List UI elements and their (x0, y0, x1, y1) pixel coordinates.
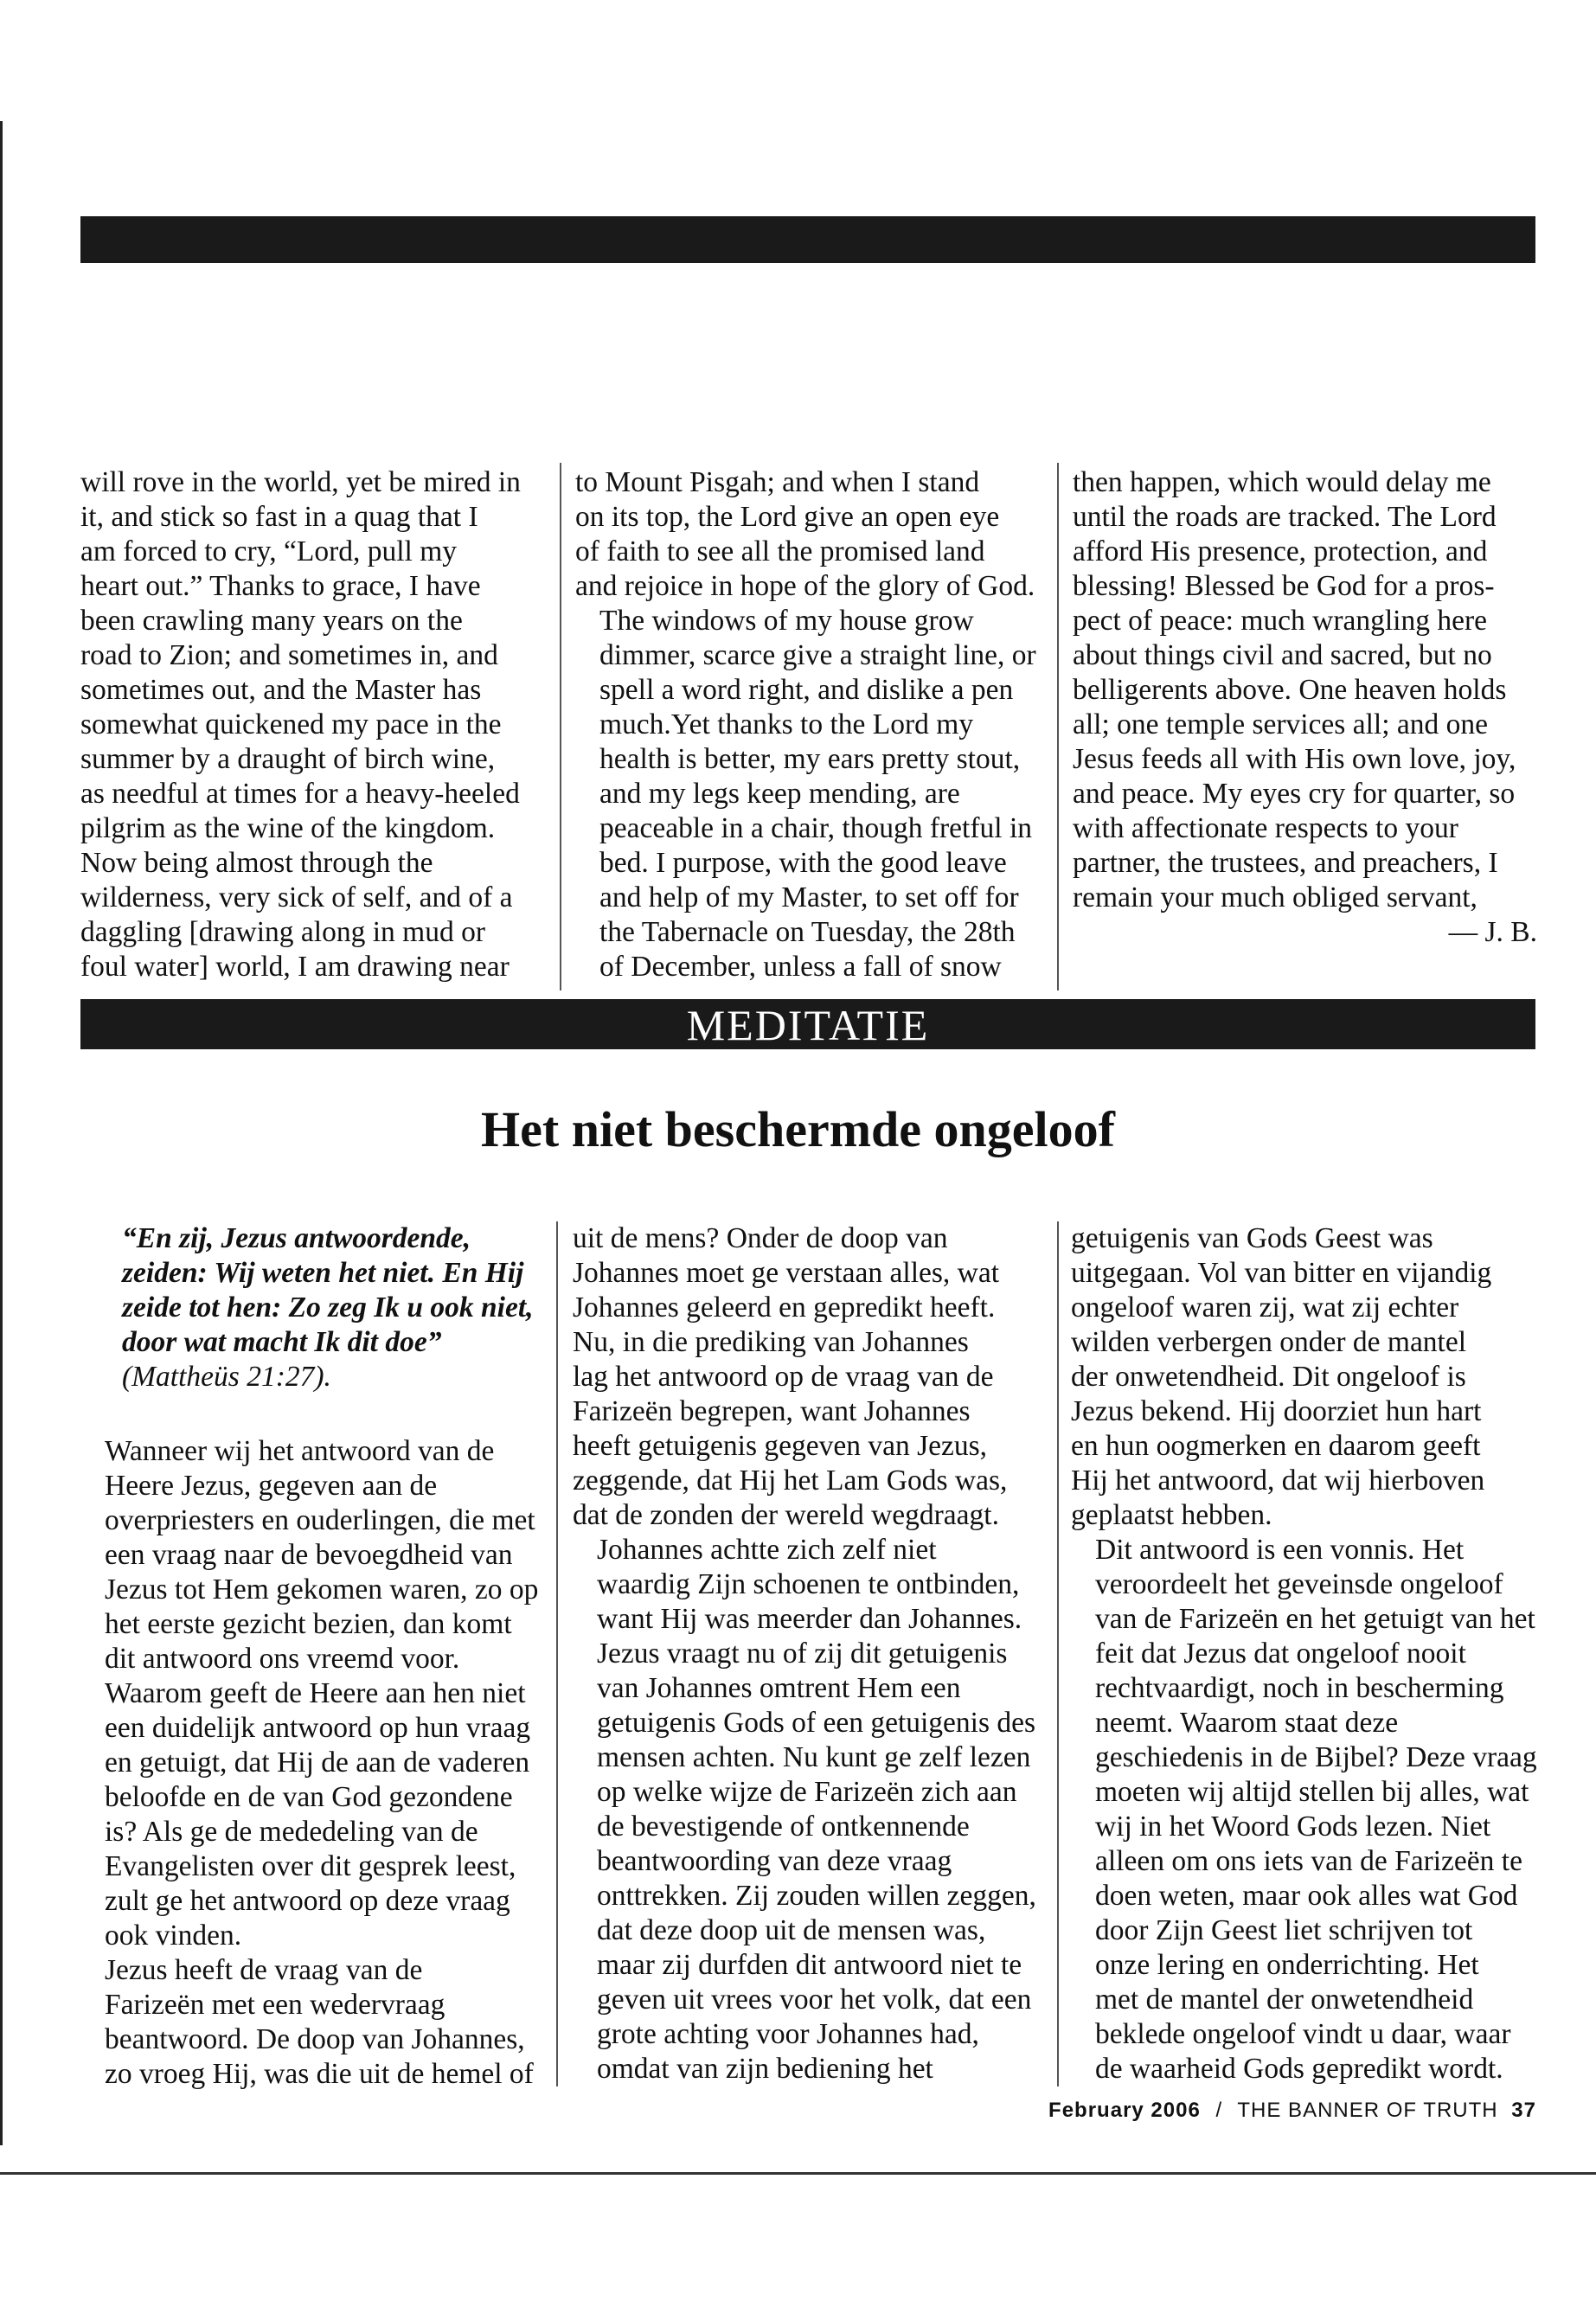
section-label: MEDITATIE (686, 1001, 930, 1049)
text-line: somewhat quickened my pace in the (80, 708, 502, 740)
text-line: Wanneer wij het antwoord van de (105, 1435, 495, 1467)
text-line: uitgegaan. Vol van bitter en vijandig (1071, 1257, 1492, 1289)
letter-signature: — J. B. (1448, 916, 1537, 948)
text-line: Hij het antwoord, dat wij hierboven (1071, 1465, 1485, 1497)
text-line: peaceable in a chair, though fretful in (599, 812, 1032, 844)
text-line: remain your much obliged servant, (1073, 881, 1477, 913)
text-line: ook vinden. (105, 1920, 242, 1952)
text-line: dimmer, scarce give a straight line, or (599, 639, 1036, 671)
text-line: Heere Jezus, gegeven aan de (105, 1470, 438, 1502)
text-line: wij in het Woord Gods lezen. Niet (1095, 1811, 1491, 1843)
text-line: heart out.” Thanks to grace, I have (80, 570, 481, 602)
text-line: de bevestigende of ontkennende (597, 1811, 970, 1843)
text-line: Farizeën met een wedervraag (105, 1989, 445, 2021)
text-line: of December, unless a fall of snow (599, 951, 1002, 983)
letter-column-3 (1073, 465, 1540, 950)
text-line: and help of my Master, to set off for (599, 881, 1019, 913)
meditation-col3-paragraph-2 (1071, 1533, 1542, 2086)
text-line: Jezus tot Hem gekomen waren, zo op (105, 1574, 539, 1606)
scripture-reference: (Mattheüs 21:27). (122, 1361, 331, 1393)
text-line: grote achting voor Johannes had, (597, 2018, 979, 2050)
text-line: “En zij, Jezus antwoordende, (122, 1222, 471, 1254)
text-line: zeiden: Wij weten het niet. En Hij (122, 1257, 524, 1289)
article-headline: Het niet beschermde ongeloof (481, 1101, 1115, 1157)
bottom-rule (0, 2172, 1596, 2175)
letter-column-1 (80, 465, 548, 984)
text-line: bed. I purpose, with the good leave (599, 847, 1007, 879)
text-line: to Mount Pisgah; and when I stand (575, 466, 980, 498)
text-line: ongeloof waren zij, wat zij echter (1071, 1292, 1459, 1324)
text-line: Jezus heeft de vraag van de (105, 1954, 423, 1986)
text-line: it, and stick so fast in a quag that I (80, 501, 478, 533)
text-line: been crawling many years on the (80, 605, 463, 637)
meditation-col2-paragraph-2 (573, 1533, 1057, 2086)
text-line: much.Yet thanks to the Lord my (599, 708, 974, 740)
text-line: van de Farizeën en het getuigt van het (1095, 1603, 1535, 1635)
meditation-col2-paragraph-1 (573, 1221, 1057, 1533)
text-line: geplaatst hebben. (1071, 1499, 1272, 1531)
text-line: door wat macht Ik dit doe” (122, 1326, 442, 1358)
text-line: geven uit vrees voor het volk, dat een (597, 1984, 1032, 2016)
text-line: onze lering en onderrichting. Het (1095, 1949, 1479, 1981)
text-line: road to Zion; and sometimes in, and (80, 639, 498, 671)
text-line: onttrekken. Zij zouden willen zeggen, (597, 1880, 1036, 1912)
text-line: der onwetendheid. Dit ongeloof is (1071, 1361, 1466, 1393)
text-line: The windows of my house grow (599, 605, 974, 637)
text-line: Farizeën begrepen, want Johannes (573, 1395, 971, 1427)
text-line: sometimes out, and the Master has (80, 674, 482, 706)
text-line: getuigenis van Gods Geest was (1071, 1222, 1433, 1254)
text-line: pilgrim as the wine of the kingdom. (80, 812, 496, 844)
text-line: Waarom geeft de Heere aan hen niet (105, 1677, 526, 1709)
text-line: wilderness, very sick of self, and of a (80, 881, 513, 913)
text-line: Jezus bekend. Hij doorziet hun hart (1071, 1395, 1482, 1427)
text-line: health is better, my ears pretty stout, (599, 743, 1021, 775)
column-rule (556, 1221, 558, 2086)
meditation-col1-paragraph-1 (80, 1434, 565, 1953)
text-line: zeggende, dat Hij het Lam Gods was, (573, 1465, 1008, 1497)
letter-col2-paragraph-1 (575, 465, 1060, 604)
letter-column-2 (575, 465, 1060, 984)
text-line: Dit antwoord is een vonnis. Het (1095, 1534, 1465, 1566)
text-line: zult ge het antwoord op deze vraag (105, 1885, 510, 1917)
text-line: all; one temple services all; and one (1073, 708, 1488, 740)
meditation-col1-paragraph-2 (80, 1953, 565, 2092)
text-line: and my legs keep mending, are (599, 778, 960, 810)
text-line: door Zijn Geest liet schrijven tot (1095, 1914, 1473, 1946)
text-line: een duidelijk antwoord op hun vraag (105, 1712, 531, 1744)
text-line: een vraag naar de bevoegdheid van (105, 1539, 513, 1571)
text-line: as needful at times for a heavy-heeled (80, 778, 520, 810)
text-line: moeten wij altijd stellen bij alles, wat (1095, 1776, 1529, 1808)
text-line: veroordeelt het geveinsde ongeloof (1095, 1568, 1503, 1600)
text-line: Evangelisten over dit gesprek leest, (105, 1850, 516, 1882)
scripture-quote-text (122, 1221, 565, 1360)
meditation-col3-paragraph-1 (1071, 1221, 1542, 1533)
text-line: beantwoord. De doop van Johannes, (105, 2023, 525, 2055)
scripture-quote (80, 1221, 565, 1394)
text-line: belligerents above. One heaven holds (1073, 674, 1507, 706)
text-line: overpriesters en ouderlingen, die met (105, 1504, 535, 1536)
text-line: blessing! Blessed be God for a pros- (1073, 570, 1495, 602)
text-line: op welke wijze de Farizeën zich aan (597, 1776, 1017, 1808)
text-line: beklede ongeloof vindt u daar, waar (1095, 2018, 1511, 2050)
letter-col3-paragraph (1073, 465, 1540, 915)
text-line: uit de mens? Onder de doop van (573, 1222, 948, 1254)
text-line: Johannes geleerd en gepredikt heeft. (573, 1292, 996, 1324)
column-rule (1057, 1221, 1059, 2086)
letter-col1-paragraph (80, 465, 548, 984)
text-line: dit antwoord ons vreemd voor. (105, 1643, 460, 1675)
text-line: mensen achten. Nu kunt ge zelf lezen (597, 1741, 1031, 1773)
footer-date: February 2006 (1048, 2099, 1201, 2122)
text-line: beantwoording van deze vraag (597, 1845, 952, 1877)
text-line: omdat van zijn bediening het (597, 2053, 933, 2085)
text-line: summer by a draught of birch wine, (80, 743, 496, 775)
text-line: alleen om ons iets van de Farizeën te (1095, 1845, 1522, 1877)
text-line: is? Als ge de mededeling van de (105, 1816, 478, 1848)
text-line: and rejoice in hope of the glory of God. (575, 570, 1035, 602)
text-line: am forced to cry, “Lord, pull my (80, 535, 458, 567)
text-line: maar zij durfden dit antwoord niet te (597, 1949, 1022, 1981)
text-line: het eerste gezicht bezien, dan komt (105, 1608, 512, 1640)
column-rule (560, 463, 561, 990)
text-line: dat deze doop uit de mensen was, (597, 1914, 986, 1946)
text-line: neemt. Waarom staat deze (1095, 1707, 1399, 1739)
text-line: rechtvaardigt, noch in bescherming (1095, 1672, 1504, 1704)
text-line: with affectionate respects to your (1073, 812, 1458, 844)
text-line: zo vroeg Hij, was die uit de hemel of (105, 2058, 534, 2090)
meditation-column-1 (80, 1221, 565, 2092)
text-line: lag het antwoord op de vraag van de (573, 1361, 994, 1393)
text-line: zeide tot hen: Zo zeg Ik u ook niet, (122, 1292, 534, 1324)
top-black-bar (80, 216, 1535, 263)
text-line: until the roads are tracked. The Lord (1073, 501, 1497, 533)
text-line: Jesus feeds all with His own love, joy, (1073, 743, 1516, 775)
text-line: want Hij was meerder dan Johannes. (597, 1603, 1022, 1635)
text-line: feit dat Jezus dat ongeloof nooit (1095, 1638, 1466, 1670)
text-line: wilden verbergen onder de mantel (1071, 1326, 1467, 1358)
text-line: Nu, in die prediking van Johannes (573, 1326, 969, 1358)
meditation-column-3 (1071, 1221, 1542, 2086)
text-line: foul water] world, I am drawing near (80, 951, 510, 983)
text-line: waardig Zijn schoenen te ontbinden, (597, 1568, 1020, 1600)
text-line: dat de zonden der wereld wegdraagt. (573, 1499, 999, 1531)
text-line: on its top, the Lord give an open eye (575, 501, 1000, 533)
text-line: geschiedenis in de Bijbel? Deze vraag (1095, 1741, 1537, 1773)
text-line: en hun oogmerken en daarom geeft (1071, 1430, 1481, 1462)
meditation-column-2 (573, 1221, 1057, 2086)
text-line: afford His presence, protection, and (1073, 535, 1488, 567)
text-line: of faith to see all the promised land (575, 535, 985, 567)
column-rule (1057, 463, 1059, 990)
text-line: van Johannes omtrent Hem een (597, 1672, 961, 1704)
text-line: then happen, which would delay me (1073, 466, 1491, 498)
text-line: heeft getuigenis gegeven van Jezus, (573, 1430, 988, 1462)
section-bar (80, 999, 1535, 1049)
text-line: met de mantel der onwetendheid (1095, 1984, 1474, 2016)
footer-page-number: 37 (1511, 2099, 1536, 2122)
text-line: en getuigt, dat Hij de aan de vaderen (105, 1747, 530, 1779)
text-line: and peace. My eyes cry for quarter, so (1073, 778, 1516, 810)
text-line: pect of peace: much wrangling here (1073, 605, 1488, 637)
letter-col2-paragraph-2 (575, 604, 1060, 984)
text-line: Johannes moet ge verstaan alles, wat (573, 1257, 1000, 1289)
text-line: partner, the trustees, and preachers, I (1073, 847, 1498, 879)
text-line: about things civil and sacred, but no (1073, 639, 1492, 671)
footer-magazine-title: THE BANNER OF TRUTH (1237, 2099, 1498, 2122)
text-line: Johannes achtte zich zelf niet (597, 1534, 937, 1566)
text-line: beloofde en de van God gezondene (105, 1781, 513, 1813)
text-line: doen weten, maar ook alles wat God (1095, 1880, 1518, 1912)
page-footer (969, 2097, 1536, 2125)
text-line: Now being almost through the (80, 847, 433, 879)
text-line: Jezus vraagt nu of zij dit getuigenis (597, 1638, 1008, 1670)
text-line: the Tabernacle on Tuesday, the 28th (599, 916, 1016, 948)
text-line: daggling [drawing along in mud or (80, 916, 485, 948)
text-line: de waarheid Gods gepredikt wordt. (1095, 2053, 1503, 2085)
text-line: spell a word right, and dislike a pen (599, 674, 1014, 706)
text-line: will rove in the world, yet be mired in (80, 466, 521, 498)
text-line: getuigenis Gods of een getuigenis des (597, 1707, 1036, 1739)
footer-separator: / (1215, 2099, 1223, 2122)
